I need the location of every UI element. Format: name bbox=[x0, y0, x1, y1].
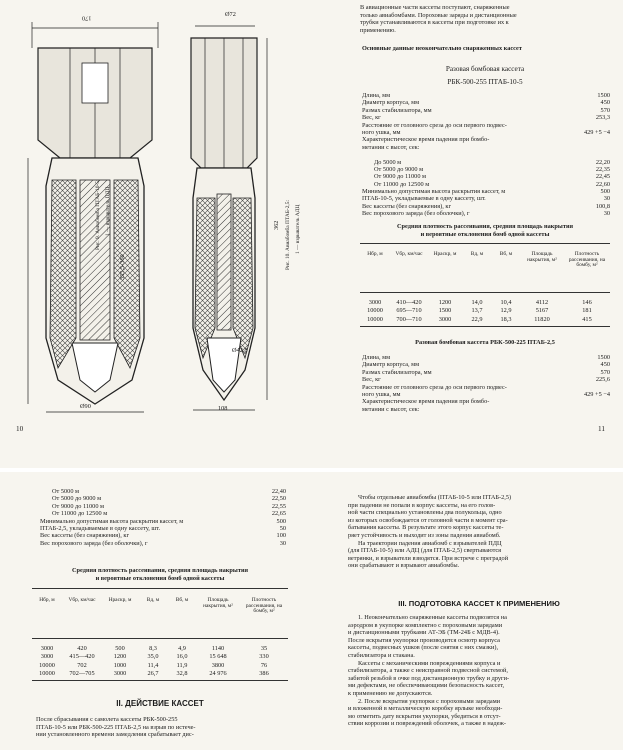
spec-value: 1500 bbox=[597, 354, 610, 361]
table-cell: 420 bbox=[77, 645, 87, 652]
spec-value: 30 bbox=[279, 539, 286, 547]
table-cell: 8,3 bbox=[149, 645, 157, 652]
cassette2-title: Разовая бомбовая кассета РБК-500-225 ПТАБ-2,5 bbox=[415, 339, 555, 346]
section-title: Основные данные неокончательно снаряженных кассет bbox=[362, 45, 522, 52]
spec-value: 22,45 bbox=[595, 173, 610, 181]
table-cell: 702—705 bbox=[69, 670, 95, 678]
text-line: 2. После вскрытия укупорки с пороховыми зарядами bbox=[358, 697, 501, 705]
spec-label: Вес порохового заряда (без оболочки), г bbox=[362, 210, 470, 218]
spec-value: 100 bbox=[276, 532, 286, 540]
table-header-cell: Площадь накрытия, м² bbox=[527, 251, 557, 263]
spec-label: От 11000 до 12500 м bbox=[374, 180, 430, 188]
spec-label: Размах стабилизатора, мм bbox=[362, 368, 432, 376]
spec-value: 500 bbox=[600, 188, 610, 196]
spec-label: Минимально допустимая высота раскрытия кассет, м bbox=[40, 517, 184, 525]
spec-value: 570 bbox=[600, 106, 610, 114]
text-line: мо отметить дату вскрытия укупорки, убедиться в отсут- bbox=[348, 712, 501, 720]
specs1-labels bbox=[362, 92, 572, 218]
text-line: к применению не допускаются. bbox=[348, 689, 433, 697]
table-cell: 35 bbox=[260, 645, 268, 652]
spec-label: ного ушка, мм bbox=[362, 128, 401, 136]
spec-label: Длина, мм bbox=[362, 92, 391, 99]
table-cell: 3000 bbox=[438, 315, 452, 323]
spec-value: 500 bbox=[276, 517, 286, 525]
section3-title: III. ПОДГОТОВКА КАССЕТ К ПРИМЕНЕНИЮ bbox=[398, 599, 560, 608]
dim-355: 355,5-360 bbox=[119, 254, 126, 280]
table1-top-rule bbox=[360, 243, 610, 244]
text-line: После сбрасывания с самолета кассеты РБК-500-255 bbox=[36, 716, 178, 723]
table-cell: 415—420 bbox=[69, 653, 95, 661]
text-line: кассеты, подвесных ушков (после снятия с них смазки), bbox=[348, 644, 499, 652]
table-cell: 10000 bbox=[367, 307, 383, 315]
table-cell: 700—710 bbox=[396, 315, 422, 323]
table1-header-rule bbox=[360, 292, 610, 293]
table-cell: 1200 bbox=[438, 299, 452, 306]
spec-label bbox=[362, 151, 572, 158]
left-specs-values bbox=[256, 488, 286, 547]
spec-label: От 5000 м bbox=[52, 488, 80, 495]
dim-362: 362 bbox=[273, 220, 280, 230]
table-cell: 35,0 bbox=[147, 653, 159, 661]
intro-line: В авиационные части кассеты поступают, снаряженные bbox=[360, 4, 510, 11]
table-cell: 12,9 bbox=[500, 307, 512, 315]
table-cell: 10000 bbox=[367, 315, 383, 323]
cassette1-title: Разовая бомбовая кассета bbox=[445, 65, 525, 73]
dim-90: Ø90 bbox=[80, 403, 91, 410]
spec-label: Вес кассеты (без снаряжения), кг bbox=[362, 202, 452, 210]
table1-title-2: и вероятные отклонения бомб одной кассеты bbox=[420, 231, 550, 238]
spec-value: 429 +5 −4 bbox=[584, 128, 610, 136]
table-header-cell: Vбр, км/час bbox=[395, 251, 423, 257]
table-cell: 13,7 bbox=[471, 307, 483, 315]
table-cell: 1500 bbox=[438, 307, 452, 315]
spec-value bbox=[568, 122, 610, 129]
spec-label: Вес кассеты (без снаряжения), кг bbox=[40, 532, 130, 540]
table-header-cell: Bд, м bbox=[470, 251, 484, 257]
fig10-caption: Рис. 10. Авиабомба ПТАБ-2,5: bbox=[285, 200, 291, 270]
table-header-cell: Hраскр, м bbox=[433, 251, 457, 257]
table2-top-rule bbox=[32, 588, 288, 589]
table-cell: 14,0 bbox=[471, 299, 483, 306]
table-cell: 3800 bbox=[211, 661, 225, 669]
table-cell: 410—420 bbox=[396, 299, 422, 306]
table-cell: 10,4 bbox=[500, 299, 512, 306]
table-cell: 3000 bbox=[113, 670, 127, 678]
spec-label: Длина, мм bbox=[362, 354, 391, 361]
table-header-cell: Плотность рассеивания, на бомбу, м² bbox=[245, 597, 283, 615]
table-cell: 415 bbox=[582, 315, 592, 323]
bottom-spread bbox=[0, 472, 623, 750]
spec-label: Характеристическое время падения при бомбо- bbox=[362, 136, 490, 144]
table-cell: 702 bbox=[77, 661, 87, 669]
spec-label: От 9000 до 11000 м bbox=[374, 173, 427, 181]
table-cell: 500 bbox=[115, 645, 125, 652]
intro-line: применению. bbox=[360, 26, 396, 34]
table2-header-rule bbox=[32, 638, 288, 639]
table-cell: 22,9 bbox=[471, 315, 483, 323]
spec-value: 30 bbox=[603, 195, 610, 203]
section2-title: II. ДЕЙСТВИЕ КАССЕТ bbox=[116, 699, 204, 708]
text-line: ствии коррозии и повреждений оболочек, а также в надеж- bbox=[348, 720, 506, 728]
spec-label: Расстояние от головного среза до оси первого подвес- bbox=[362, 383, 507, 391]
text-line: стабилизатора, а также с неисправной подвесной системой, bbox=[348, 667, 508, 675]
table-cell: 1140 bbox=[211, 645, 225, 652]
text-line: аэродром в укупорке комплектно с пороховыми зарядами bbox=[348, 621, 503, 629]
text-line: и дистанционными трубками АТ-ЭБ (ТМ-24Б с МДВ-4). bbox=[348, 629, 500, 637]
spec-value bbox=[568, 384, 610, 391]
text-line: и вложенной в металлическую коробку ярлыке необходи- bbox=[348, 705, 503, 713]
fig10-sub: 1 — взрыватель АДЦ bbox=[295, 204, 301, 254]
cassette1-name: РБК-500-255 ПТАБ-10-5 bbox=[447, 78, 523, 86]
table-header-cell: Bб, м bbox=[175, 597, 189, 603]
spec-value: 50 bbox=[279, 524, 286, 532]
text-line: Чтобы отдельные авиабомбы (ПТАБ-10-5 или ПТАБ-2,5) bbox=[358, 494, 512, 501]
text-line: нии установленного времени замедления срабатывает дис- bbox=[36, 731, 194, 739]
spec-label: ПТАБ-10-5, укладываемые в одну кассету, шт. bbox=[362, 195, 486, 203]
spec-label: ного ушка, мм bbox=[362, 390, 401, 398]
spec-label: От 5000 до 9000 м bbox=[52, 495, 102, 503]
dim-170: 170 bbox=[82, 14, 92, 22]
table-cell: 330 bbox=[259, 653, 269, 661]
intro-line: трубки устанавливаются в кассеты при подготовке их к bbox=[360, 19, 509, 27]
spec-label: Размах стабилизатора, мм bbox=[362, 106, 432, 114]
table2-bottom-rule bbox=[32, 680, 288, 681]
table-cell: 15 648 bbox=[209, 653, 227, 661]
spec-value: 30 bbox=[603, 210, 610, 218]
table-cell: 386 bbox=[259, 670, 269, 678]
intro-text bbox=[360, 4, 610, 34]
table-cell: 1200 bbox=[113, 653, 127, 661]
dim-108: 108 bbox=[218, 405, 228, 412]
table-cell: 4112 bbox=[535, 299, 549, 306]
table-cell: 24 976 bbox=[209, 670, 227, 678]
table-header-cell: Hбр, м bbox=[39, 597, 55, 603]
spec-label: Диаметр корпуса, мм bbox=[362, 361, 420, 369]
specs2-values bbox=[568, 354, 610, 413]
table2-title-2: и вероятные отклонения бомб одной кассеты bbox=[95, 575, 225, 582]
table-header-cell: Плотность рассеивания, на бомбу, м² bbox=[568, 251, 606, 269]
spec-label: Расстояние от головного среза до оси первого подвес- bbox=[362, 121, 507, 129]
table-cell: 181 bbox=[582, 307, 592, 315]
spec-value: 22,20 bbox=[595, 158, 610, 166]
fig9-caption-text: Рис. 9. Авиабомба ПТАБ-10-5: bbox=[95, 179, 101, 250]
spec-value: 253,3 bbox=[595, 114, 610, 122]
spec-label: От 9000 до 11000 м bbox=[52, 502, 105, 510]
table-header-cell: Hбр, м bbox=[367, 251, 383, 257]
spec-value bbox=[568, 398, 610, 405]
spec-value bbox=[568, 406, 610, 413]
text-line: ми дефектами, не обеспечивающими безопасность кассет, bbox=[348, 682, 505, 690]
table-cell: 10000 bbox=[39, 661, 55, 669]
spec-value: 22,65 bbox=[271, 510, 286, 518]
table-header-cell: Площадь накрытия, м² bbox=[203, 597, 233, 609]
spec-value: 450 bbox=[600, 99, 610, 107]
spec-label: От 5000 до 9000 м bbox=[374, 165, 424, 173]
table-cell: 1000 bbox=[113, 661, 127, 669]
text-line: ветрянки, и взрыватели взводятся. При встрече с преградой bbox=[348, 554, 509, 562]
table-header-cell: Bд, м bbox=[146, 597, 160, 603]
text-line: (для ПТАБ-10-5) или АДЦ (для ПТАБ-2,5) свертываются bbox=[348, 547, 502, 555]
spec-label: До 5000 м bbox=[374, 158, 402, 166]
spec-label: Вес, кг bbox=[362, 376, 381, 384]
table-cell: 11,9 bbox=[176, 661, 188, 669]
spec-value: 1500 bbox=[597, 92, 610, 99]
spec-label: метании с высот, сек: bbox=[362, 143, 420, 151]
text-line: стабилизатора и стакана. bbox=[348, 651, 415, 659]
table-header-cell: Bб, м bbox=[499, 251, 513, 257]
right-para2 bbox=[348, 614, 610, 728]
text-line: батывания кассеты. В результате этого корпус кассеты те- bbox=[348, 524, 504, 532]
spec-value: 225,6 bbox=[595, 376, 610, 384]
table-cell: 695—710 bbox=[396, 307, 422, 315]
spec-label: Вес, кг bbox=[362, 114, 381, 122]
specs1-values bbox=[568, 92, 610, 218]
text-line: На траектории падения авиабомб с взрывателей ПДЦ bbox=[358, 539, 502, 547]
table1-bottom-rule bbox=[360, 326, 610, 327]
spec-value: 22,50 bbox=[271, 495, 286, 503]
spec-value: 450 bbox=[600, 361, 610, 369]
spec-value: 22,35 bbox=[595, 165, 610, 173]
spec-value: 22,55 bbox=[271, 502, 286, 510]
dim-42: Ø42,8 bbox=[232, 347, 248, 354]
text-line: 1. Неокончательно снаряженные кассеты подвозятся на bbox=[358, 614, 507, 621]
text-line: они срабатывают и взрывают авиабомбы. bbox=[348, 562, 460, 570]
left-specs-labels bbox=[40, 488, 270, 547]
spec-value bbox=[568, 151, 610, 158]
text-line: при падении не попали в корпус кассеты, на его голов- bbox=[348, 501, 496, 509]
table-cell: 3000 bbox=[368, 299, 382, 306]
table-cell: 3000 bbox=[40, 653, 54, 661]
text-line: из которых освобождается от головной части в момент сра- bbox=[348, 516, 508, 524]
spec-label: метании с высот, сек: bbox=[362, 405, 420, 413]
table-header-cell: Vбр, км/час bbox=[68, 597, 96, 603]
page-number-right: 11 bbox=[598, 425, 605, 433]
spec-value: 22,60 bbox=[595, 180, 610, 188]
table-cell: 18,3 bbox=[500, 315, 512, 323]
spec-label: Вес порохового заряда (без оболочки), г bbox=[40, 539, 148, 547]
table-cell: 3000 bbox=[40, 645, 54, 652]
spec-value: 22,40 bbox=[271, 488, 286, 495]
table-cell: 26,7 bbox=[147, 670, 159, 678]
table-cell: 4,9 bbox=[178, 645, 186, 652]
text-line: ной части специально установлены два полукольца, одно bbox=[348, 509, 502, 517]
intro-line: только авиабомбами. Пороховые заряды и дистанционные bbox=[360, 11, 517, 19]
table-cell: 11,4 bbox=[147, 661, 159, 669]
spec-value bbox=[568, 144, 610, 151]
page-number-left: 10 bbox=[16, 425, 24, 433]
table2-title-1: Средняя плотность рассеивания, средняя площадь накрытия bbox=[72, 567, 248, 574]
text-line: забитой резьбой в очке под дистанционную трубку и други- bbox=[348, 674, 510, 682]
dim-72: Ø72 bbox=[225, 11, 236, 18]
table-cell: 5167 bbox=[535, 307, 549, 315]
spec-label: ПТАБ-2,5, укладываемые в одну кассету, шт. bbox=[40, 524, 161, 532]
text-line: Кассеты с механическими повреждениями корпуса и bbox=[358, 659, 501, 667]
table-cell: 146 bbox=[582, 299, 592, 306]
table-cell: 11820 bbox=[534, 315, 550, 323]
spec-value: 429 +5 −4 bbox=[584, 390, 610, 398]
bomb-drawing-ptab-2-5 bbox=[175, 8, 295, 418]
table-header-cell: Hраскр, м bbox=[108, 597, 132, 603]
table1-title-1: Средняя плотность рассеивания, средняя площадь накрытия bbox=[397, 223, 573, 230]
table-cell: 16,0 bbox=[176, 653, 188, 661]
spec-value: 570 bbox=[600, 368, 610, 376]
text-line: ряет устойчивость и выходит из зоны падения авиабомб. bbox=[348, 531, 501, 539]
text-line: ПТАБ-10-5 или РБК-500-225 ПТАБ-2,5 на взрыв по истече- bbox=[36, 723, 196, 731]
table-cell: 10000 bbox=[39, 670, 55, 678]
text-line: После вскрытия укупорки производится осмотр корпуса bbox=[348, 636, 500, 644]
specs2-labels bbox=[362, 354, 572, 413]
table-cell: 76 bbox=[260, 661, 268, 669]
fig9-caption bbox=[96, 180, 102, 250]
spec-label: Минимально допустимая высота раскрытия кассет, м bbox=[362, 188, 506, 196]
table-cell: 32,8 bbox=[176, 670, 188, 678]
spec-label: Диаметр корпуса, мм bbox=[362, 99, 420, 107]
spec-label: От 11000 до 12500 м bbox=[52, 510, 108, 518]
spec-value bbox=[568, 136, 610, 143]
fig9-sub: 1 — взрыватель ПДЦ bbox=[105, 186, 111, 236]
right-para1 bbox=[348, 494, 610, 570]
spec-value: 100,8 bbox=[595, 202, 610, 210]
spec-label: Характеристическое время падения при бомбо- bbox=[362, 398, 490, 406]
section2-text bbox=[36, 716, 292, 739]
